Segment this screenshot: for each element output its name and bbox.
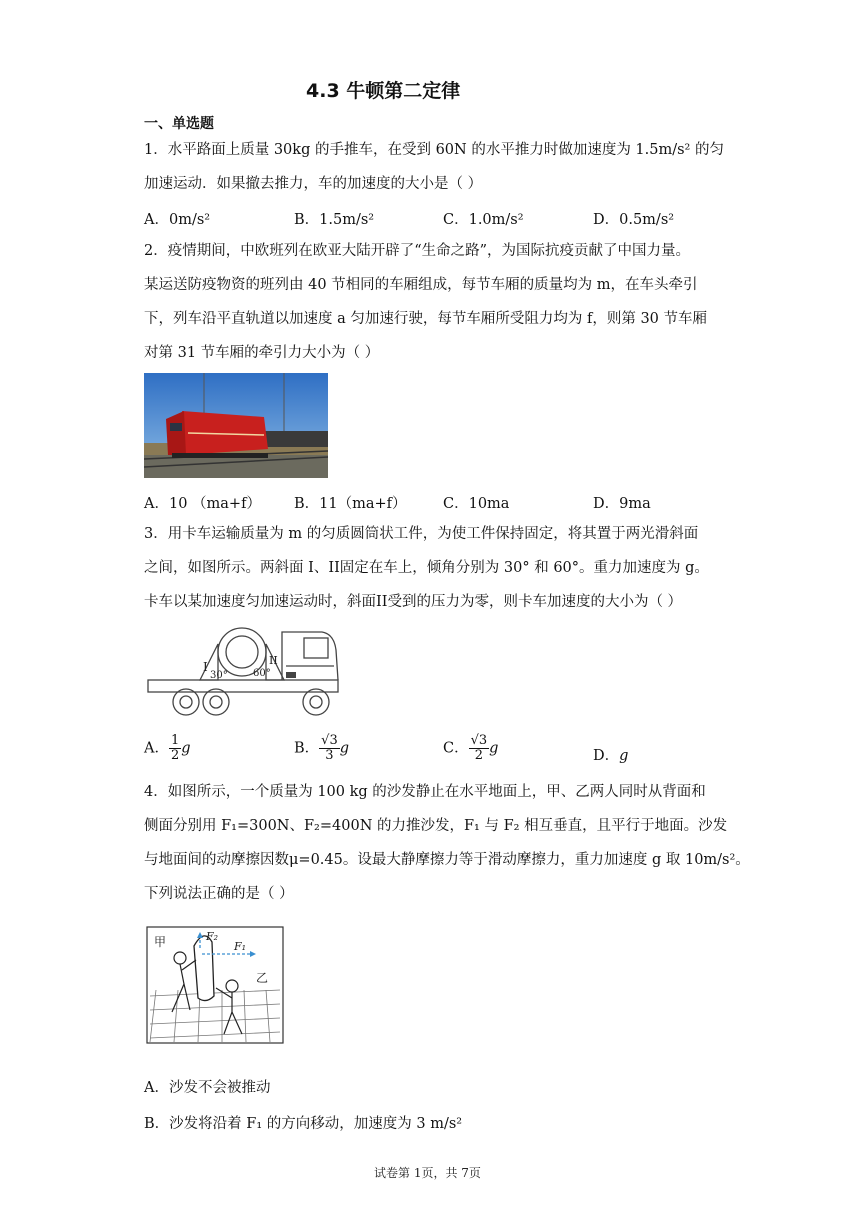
q3-option-c: C． $\frac{√3}{2}$ g xyxy=(443,733,499,763)
question-2-line-3: 下，列车沿平直轨道以加速度 a 匀加速行驶，每节车厢所受阻力均为 f，则第 30 节车厢 xyxy=(144,311,708,327)
q3-option-d: D．g xyxy=(593,748,629,764)
question-3-line-2: 之间，如图所示。两斜面 I、II固定在车上，倾角分别为 30° 和 60°。重力加速度为 g。 xyxy=(144,560,709,576)
q2-option-a: A．10 （ma+f） xyxy=(144,496,261,512)
q4-option-a: A．沙发不会被推动 xyxy=(144,1080,271,1096)
q3-option-a: A． $\frac{1}{2}$ g xyxy=(144,733,191,763)
incline-i-label: I xyxy=(203,660,208,674)
q1-option-d: D．0.5m/s² xyxy=(593,212,675,228)
q4-option-b: B．沙发将沿着 F₁ 的方向移动，加速度为 3 m/s² xyxy=(144,1116,463,1132)
question-1-line-1: 1．水平路面上质量 30kg 的手推车，在受到 60N 的水平推力时做加速度为 1.5m/s² 的匀 xyxy=(144,142,724,158)
q2-option-c: C．10ma xyxy=(443,496,510,512)
question-2-line-4: 对第 31 节车厢的牵引力大小为（ ） xyxy=(144,345,380,361)
fraction: $\frac{√3}{2}$ xyxy=(470,733,488,763)
q1-option-a: A．0m/s² xyxy=(144,212,211,228)
truck-diagram xyxy=(146,622,344,722)
force-f1-label: F₁ xyxy=(234,940,247,953)
fraction: $\frac{1}{2}$ xyxy=(170,733,180,763)
q1-option-c: C．1.0m/s² xyxy=(443,212,524,228)
question-4-line-4: 下列说法正确的是（ ） xyxy=(144,886,294,902)
fraction: $\frac{√3}{3}$ xyxy=(321,733,338,763)
q3-option-b: B． $\frac{√3}{3}$ g xyxy=(294,733,350,763)
train-photo xyxy=(144,373,328,478)
q2-option-d: D．9ma xyxy=(593,496,651,512)
question-3-line-3: 卡车以某加速度匀加速运动时，斜面II受到的压力为零，则卡车加速度的大小为（ ） xyxy=(144,594,683,610)
person-yi-label: 乙 xyxy=(256,971,269,985)
q2-option-b: B．11（ma+f） xyxy=(294,496,407,512)
force-f2-label: F₂ xyxy=(206,930,219,943)
section-heading: 一、单选题 xyxy=(144,116,214,132)
question-2-line-1: 2．疫情期间，中欧班列在欧亚大陆开辟了“生命之路”，为国际抗疫贡献了中国力量。 xyxy=(144,243,691,259)
question-4-line-1: 4．如图所示，一个质量为 100 kg 的沙发静止在水平地面上，甲、乙两人同时从背面和 xyxy=(144,784,706,800)
angle-60-label: 60° xyxy=(253,668,271,679)
incline-ii-label: II xyxy=(269,654,278,667)
page-footer: 试卷第 1页，共 7页 xyxy=(374,1166,481,1180)
question-2-line-2: 某运送防疫物资的班列由 40 节相同的车厢组成，每节车厢的质量均为 m，在车头牵引 xyxy=(144,277,698,293)
question-1-line-2: 加速运动．如果撤去推力，车的加速度的大小是（ ） xyxy=(144,176,483,192)
angle-30-label: 30° xyxy=(210,670,228,681)
question-3-line-1: 3．用卡车运输质量为 m 的匀质圆筒状工件，为使工件保持固定，将其置于两光滑斜面 xyxy=(144,526,699,542)
person-jia-label: 甲 xyxy=(154,935,167,949)
question-4-line-3: 与地面间的动摩擦因数μ=0.45。设最大静摩擦力等于滑动摩擦力，重力加速度 g 取 10m/s²。 xyxy=(144,852,750,868)
sofa-push-diagram xyxy=(146,926,284,1044)
page-title: 4.3 牛顿第二定律 xyxy=(306,80,461,102)
question-4-line-2: 侧面分别用 F₁=300N、F₂=400N 的力推沙发，F₁ 与 F₂ 相互垂直，且平行于地面。沙发 xyxy=(144,818,728,834)
q1-option-b: B．1.5m/s² xyxy=(294,212,375,228)
